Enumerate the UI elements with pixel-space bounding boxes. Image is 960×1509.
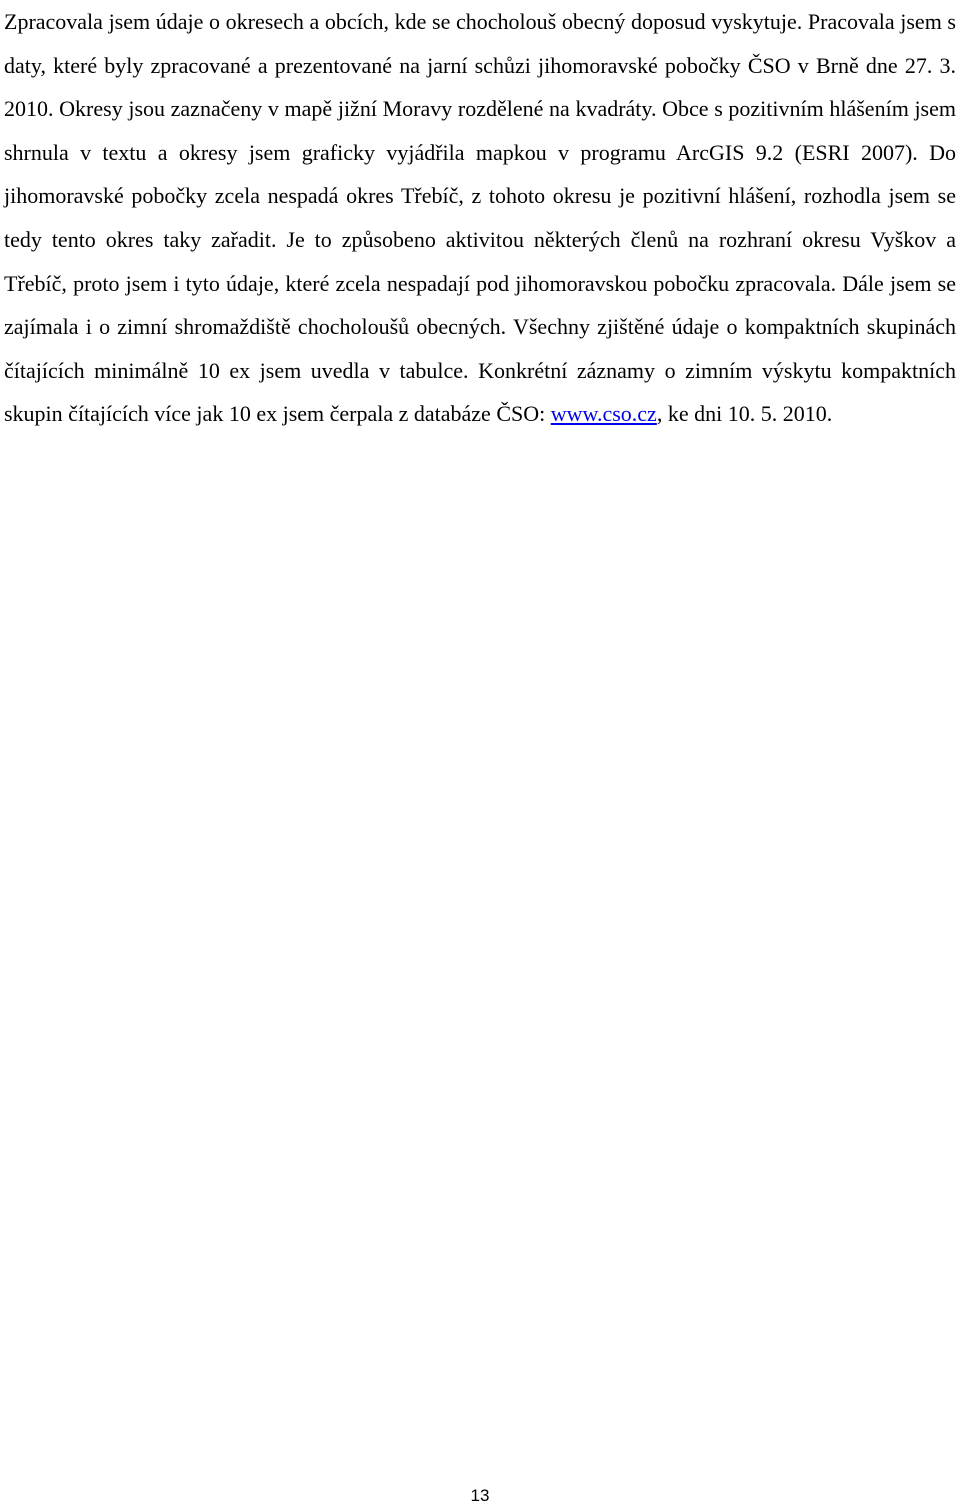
page-number: 13 (470, 1486, 490, 1505)
body-paragraph (4, 0, 956, 436)
paragraph-text-after-link: , ke dni 10. 5. 2010. (656, 401, 833, 427)
cso-website-link[interactable]: www.cso.cz (550, 401, 657, 427)
paragraph-text-before-link: Zpracovala jsem údaje o okresech a obcích, kde se chocholouš obecný doposud vyskytuje. Pracovala jsem s daty, které byly zpracované a prezentované na jarní schůzi jihomoravské pobočky ČSO v Brně dne 27. 3. 2010. Okresy jsou zaznačeny v mapě jižní Moravy rozdělené na kvadráty. Obce s pozitivním hlášením jsem shrnula v textu a okresy jsem graficky vyjádřila mapkou v programu ArcGIS 9.2 (ESRI 2007). Do jihomoravské pobočky zcela nespadá okres Třebíč, z tohoto okresu je pozitivní hlášení, rozhodla jsem se tedy tento okres taky zařadit. Je to způsobeno aktivitou některých členů na rozhraní okresu Vyškov a Třebíč, proto jsem i tyto údaje, které zcela nespadají pod jihomoravskou pobočku zpracovala. Dále jsem se zajímala i o zimní shromaždiště chocholoušů obecných. Všechny zjištěné údaje o kompaktních skupinách čítajících minimálně 10 ex jsem uvedla v tabulce. Konkrétní záznamy o zimním výskytu kompaktních skupin čítajících více jak 10 ex jsem čerpala z databáze ČSO: (4, 9, 956, 427)
